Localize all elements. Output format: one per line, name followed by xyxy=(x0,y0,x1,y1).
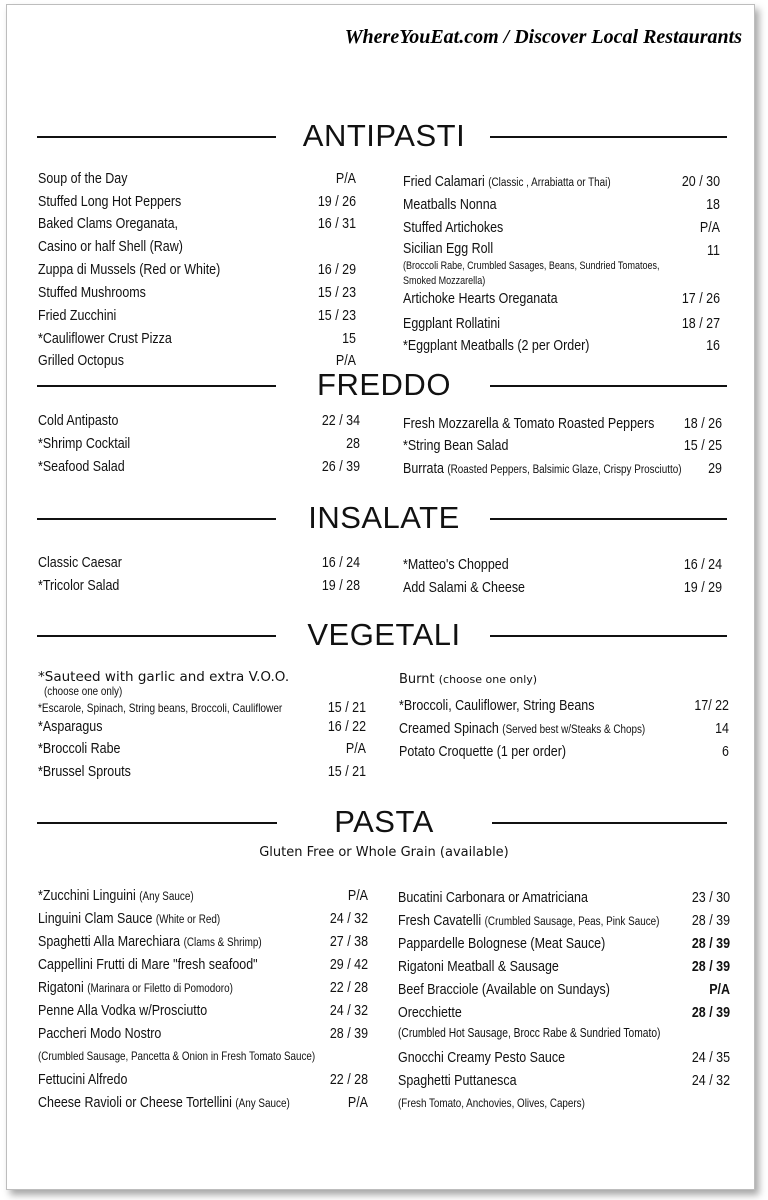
pasta-left-item xyxy=(38,1071,127,1089)
insalate-right-item xyxy=(403,579,525,597)
freddo-header xyxy=(0,365,768,405)
antipasti-left-item xyxy=(38,307,116,325)
pasta-right-price: 28 / 39 xyxy=(691,959,730,975)
pasta-left-item-note: (Any Sauce) xyxy=(139,891,194,903)
vegetali-right-item-name: *Broccoli, Cauliflower, String Beans xyxy=(399,698,595,714)
vegetali-left-price: 15 / 21 xyxy=(327,764,366,780)
pasta-right-item-name: Orecchiette xyxy=(398,1005,462,1021)
antipasti-right-item xyxy=(403,240,493,258)
freddo-right-item-name: Burrata xyxy=(403,461,444,477)
freddo-left-item-name: Cold Antipasto xyxy=(38,413,119,429)
antipasti-right-price: P/A xyxy=(699,220,720,236)
antipasti-right-item xyxy=(403,219,503,237)
antipasti-right-price: 17 / 26 xyxy=(681,291,720,307)
antipasti-left-item-name: Stuffed Mushrooms xyxy=(38,285,146,301)
pasta-left-item-name: *Zucchini Linguini xyxy=(38,888,136,904)
vegetali-left-item xyxy=(38,718,102,736)
pasta-left-item-name: Paccheri Modo Nostro xyxy=(38,1026,162,1042)
pasta-right-item-name: Spaghetti Puttanesca xyxy=(398,1073,517,1089)
freddo-left-item-name: *Seafood Salad xyxy=(38,459,125,475)
antipasti-left-item xyxy=(38,215,178,233)
vegetali-right-head xyxy=(399,671,537,689)
antipasti-right-item-name: Sicilian Egg Roll xyxy=(403,241,494,257)
freddo-left-item xyxy=(38,458,125,476)
pasta-left-price: P/A xyxy=(347,888,368,904)
pasta-right-item xyxy=(398,1049,565,1067)
antipasti-left-item xyxy=(38,261,220,279)
antipasti-left-item-name: Casino or half Shell (Raw) xyxy=(38,239,183,255)
freddo-left-price: 22 / 34 xyxy=(321,413,360,429)
pasta-left-item-name: Cappellini Frutti di Mare "fresh seafood" xyxy=(38,957,258,973)
freddo-left-price: 28 xyxy=(346,436,360,452)
paccheri-note: (Crumbled Sausage, Pancetta & Onion in Fresh Tomato Sauce) xyxy=(38,1049,316,1063)
insalate-right-item xyxy=(403,556,509,574)
antipasti-right-item-name: *Eggplant Meatballs (2 per Order) xyxy=(403,338,590,354)
egg-roll-note-2: Smoked Mozzarella) xyxy=(403,275,486,287)
pasta-right-item xyxy=(398,1072,517,1090)
pasta-left-item xyxy=(38,1094,290,1113)
vegetali-right-item-note: (Served best w/Steaks & Chops) xyxy=(502,724,646,736)
insalate-left-item-name: *Tricolor Salad xyxy=(38,578,120,594)
vegetali-right-price: 14 xyxy=(715,721,729,737)
antipasti-left-price: P/A xyxy=(335,353,356,369)
insalate-left-item xyxy=(38,554,122,572)
pasta-left-item-name: Fettucini Alfredo xyxy=(38,1072,128,1088)
antipasti-right-item xyxy=(403,290,558,308)
antipasti-right-item xyxy=(403,337,589,355)
vegetali-left-item-name: *Asparagus xyxy=(38,719,103,735)
pasta-right-item xyxy=(398,958,559,976)
pasta-right-price: 24 / 32 xyxy=(691,1073,730,1089)
pasta-left-item-name: Rigatoni xyxy=(38,980,84,996)
pasta-left-price: P/A xyxy=(347,1095,368,1111)
pasta-left-price: 29 / 42 xyxy=(329,957,368,973)
pasta-left-item xyxy=(38,1002,207,1020)
pasta-right-item xyxy=(398,981,610,999)
antipasti-right-item-note: (Classic , Arrabiatta or Thai) xyxy=(488,177,611,189)
pasta-right-item-name: Gnocchi Creamy Pesto Sauce xyxy=(398,1050,566,1066)
pasta-right-price: 24 / 35 xyxy=(691,1050,730,1066)
freddo-left-price: 26 / 39 xyxy=(321,459,360,475)
pasta-right-item-name: Rigatoni Meatball & Sausage xyxy=(398,959,559,975)
pasta-left-item xyxy=(38,956,258,974)
vegetali-left-head: *Sauteed with garlic and extra V.O.O. xyxy=(38,669,290,685)
vegetali-left-price: 15 / 21 xyxy=(327,700,366,716)
antipasti-right-price: 16 xyxy=(706,338,720,354)
site-header: WhereYouEat.com / Discover Local Restaurants xyxy=(344,26,742,48)
vegetali-right-item-name: Creamed Spinach xyxy=(399,721,499,737)
insalate-left-item-name: Classic Caesar xyxy=(38,555,122,571)
freddo-title: FREDDO xyxy=(317,367,451,402)
vegetali-right-price: 17/ 22 xyxy=(694,698,729,714)
pasta-right-item-note: (Crumbled Sausage, Peas, Pink Sauce) xyxy=(484,916,660,928)
pasta-left-item-note: (Clams & Shrimp) xyxy=(183,937,262,949)
pasta-right-item-name: Pappardelle Bolognese (Meat Sauce) xyxy=(398,936,606,952)
pasta-right-item xyxy=(398,1004,462,1022)
pasta-left-item-name: Cheese Ravioli or Cheese Tortellini xyxy=(38,1095,232,1111)
orecchiette-note: (Crumbled Hot Sausage, Brocc Rabe & Sundried Tomato) xyxy=(398,1026,661,1040)
vegetali-left-item-name: *Brussel Sprouts xyxy=(38,764,131,780)
pasta-left-item-note: (White or Red) xyxy=(155,914,221,926)
insalate-title: INSALATE xyxy=(308,500,460,535)
vegetali-left-item xyxy=(38,699,282,717)
pasta-left-item xyxy=(38,979,233,998)
antipasti-left-price: 15 / 23 xyxy=(317,285,356,301)
burnt-label: Burnt xyxy=(399,672,435,687)
freddo-right-item xyxy=(403,437,508,455)
pasta-left-item-note: (Marinara or Filetto di Pomodoro) xyxy=(87,983,233,995)
pasta-right-item-name: Beef Bracciole (Available on Sundays) xyxy=(398,982,610,998)
puttanesca-note: (Fresh Tomato, Anchovies, Olives, Capers) xyxy=(398,1096,585,1110)
vegetali-left-item xyxy=(38,740,120,758)
antipasti-right-price: 20 / 30 xyxy=(681,174,720,190)
pasta-left-item-name: Spaghetti Alla Marechiara xyxy=(38,934,181,950)
vegetali-header xyxy=(0,615,768,655)
freddo-right-item-name: Fresh Mozzarella & Tomato Roasted Peppers xyxy=(403,416,655,432)
vegetali-left-price: P/A xyxy=(345,741,366,757)
antipasti-left-item xyxy=(38,284,146,302)
pasta-left-price: 22 / 28 xyxy=(329,1072,368,1088)
pasta-right-price: 28 / 39 xyxy=(691,913,730,929)
pasta-left-price: 27 / 38 xyxy=(329,934,368,950)
freddo-left-item xyxy=(38,435,130,453)
insalate-right-price: 19 / 29 xyxy=(683,580,722,596)
freddo-right-item xyxy=(403,415,654,433)
antipasti-right-item-name: Eggplant Rollatini xyxy=(403,316,501,332)
antipasti-right-price: 18 xyxy=(706,197,720,213)
pasta-left-item xyxy=(38,1025,161,1043)
pasta-right-price: 28 / 39 xyxy=(691,1005,730,1021)
antipasti-right-item-name: Stuffed Artichokes xyxy=(403,220,504,236)
freddo-right-item-note: (Roasted Peppers, Balsimic Glaze, Crispy Prosciutto) xyxy=(447,464,682,476)
insalate-right-item-name: *Matteo's Chopped xyxy=(403,557,509,573)
freddo-left-item xyxy=(38,412,118,430)
insalate-left-item xyxy=(38,577,119,595)
pasta-left-item xyxy=(38,910,220,929)
vegetali-left-head-note: (choose one only) xyxy=(44,684,123,698)
antipasti-left-item-name: Grilled Octopus xyxy=(38,353,124,369)
pasta-right-item xyxy=(398,935,605,953)
vegetali-left-item-name: *Broccoli Rabe xyxy=(38,741,121,757)
egg-roll-note: (Broccoli Rabe, Crumbled Sasages, Beans, Sundried Tomatoes, xyxy=(403,260,660,272)
vegetali-right-price: 6 xyxy=(722,744,729,760)
pasta-left-item xyxy=(38,887,194,906)
antipasti-left-item-name: Baked Clams Oreganata, xyxy=(38,216,179,232)
freddo-right-item-name: *String Bean Salad xyxy=(403,438,509,454)
antipasti-right-item-name: Fried Calamari xyxy=(403,174,485,190)
antipasti-right-item xyxy=(403,173,611,192)
antipasti-right-item xyxy=(403,196,497,214)
antipasti-left-item xyxy=(38,238,183,256)
antipasti-left-price: 16 / 31 xyxy=(317,216,356,232)
pasta-right-item xyxy=(398,889,588,907)
vegetali-right-item-name: Potato Croquette (1 per order) xyxy=(399,744,567,760)
pasta-right-item-name: Fresh Cavatelli xyxy=(398,913,482,929)
pasta-left-price: 28 / 39 xyxy=(329,1026,368,1042)
antipasti-left-item-name: Stuffed Long Hot Peppers xyxy=(38,194,182,210)
antipasti-left-item xyxy=(38,170,127,188)
vegetali-right-item xyxy=(399,720,645,739)
pasta-right-price: 23 / 30 xyxy=(691,890,730,906)
pasta-right-price: P/A xyxy=(709,982,730,998)
insalate-right-item-name: Add Salami & Cheese xyxy=(403,580,525,596)
pasta-right-item xyxy=(398,912,659,931)
antipasti-left-item xyxy=(38,330,172,348)
antipasti-left-item xyxy=(38,193,181,211)
pasta-left-price: 24 / 32 xyxy=(329,1003,368,1019)
antipasti-left-item-name: Zuppa di Mussels (Red or White) xyxy=(38,262,221,278)
insalate-right-price: 16 / 24 xyxy=(683,557,722,573)
antipasti-left-item-name: Fried Zucchini xyxy=(38,308,117,324)
insalate-header xyxy=(0,498,768,538)
antipasti-left-price: 15 xyxy=(342,331,356,347)
antipasti-left-price: 15 / 23 xyxy=(317,308,356,324)
pasta-header xyxy=(0,802,768,842)
antipasti-left-item-name: Soup of the Day xyxy=(38,171,128,187)
antipasti-left-price: 16 / 29 xyxy=(317,262,356,278)
pasta-left-item-note: (Any Sauce) xyxy=(235,1098,290,1110)
vegetali-left-item xyxy=(38,763,131,781)
antipasti-title: ANTIPASTI xyxy=(302,118,466,153)
vegetali-title: VEGETALI xyxy=(307,617,461,652)
freddo-right-price: 15 / 25 xyxy=(683,438,722,454)
burnt-note: (choose one only) xyxy=(438,673,538,686)
antipasti-left-item-name: *Cauliflower Crust Pizza xyxy=(38,331,172,347)
pasta-left-price: 24 / 32 xyxy=(329,911,368,927)
freddo-right-price: 18 / 26 xyxy=(683,416,722,432)
vegetali-left-price: 16 / 22 xyxy=(327,719,366,735)
antipasti-left-price: 19 / 26 xyxy=(317,194,356,210)
antipasti-right-item xyxy=(403,315,500,333)
pasta-title: PASTA xyxy=(334,804,434,839)
freddo-right-price: 29 xyxy=(708,461,722,477)
insalate-left-price: 19 / 28 xyxy=(321,578,360,594)
pasta-right-price: 28 / 39 xyxy=(691,936,730,952)
pasta-left-item-name: Penne Alla Vodka w/Prosciutto xyxy=(38,1003,208,1019)
vegetali-right-item xyxy=(399,743,566,761)
freddo-left-item-name: *Shrimp Cocktail xyxy=(38,436,131,452)
vegetali-right-item xyxy=(399,697,594,715)
antipasti-right-price: 18 / 27 xyxy=(681,316,720,332)
pasta-left-price: 22 / 28 xyxy=(329,980,368,996)
insalate-left-price: 16 / 24 xyxy=(321,555,360,571)
pasta-left-item-name: Linguini Clam Sauce xyxy=(38,911,153,927)
pasta-left-item xyxy=(38,933,262,952)
vegetali-left-item-name: *Escarole, Spinach, String beans, Broccoli, Cauliflower xyxy=(38,701,283,715)
pasta-subtitle: Gluten Free or Whole Grain (available) xyxy=(259,845,509,860)
antipasti-right-price: 11 xyxy=(707,243,720,259)
freddo-right-item xyxy=(403,460,682,479)
antipasti-left-price: P/A xyxy=(335,171,356,187)
antipasti-right-item-name: Meatballs Nonna xyxy=(403,197,497,213)
antipasti-right-item-name: Artichoke Hearts Oreganata xyxy=(403,291,558,307)
antipasti-header xyxy=(0,116,768,156)
pasta-right-item-name: Bucatini Carbonara or Amatriciana xyxy=(398,890,588,906)
